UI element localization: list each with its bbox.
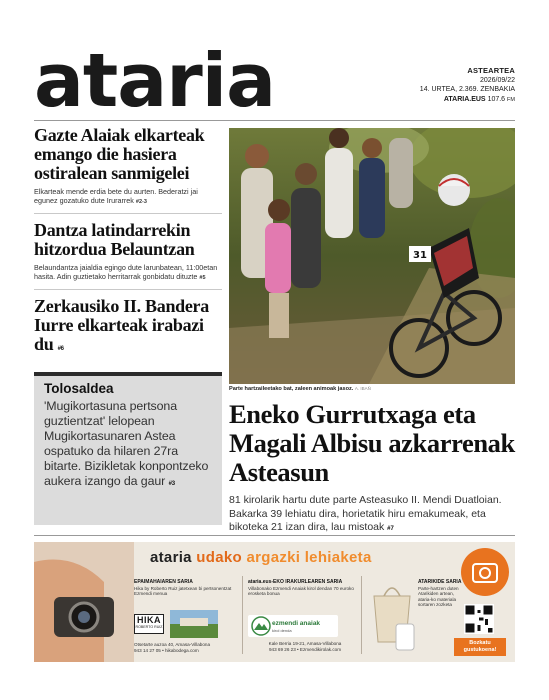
story-zerkausiko[interactable] xyxy=(34,297,222,365)
page-ref: #5 xyxy=(199,275,206,281)
edition-site[interactable]: ATARIA.EUS xyxy=(443,95,486,103)
tolosaldea-box[interactable] xyxy=(34,372,222,525)
top-rule xyxy=(34,120,515,121)
promo-divider xyxy=(242,576,243,654)
photo-credit: A. IBAÑ xyxy=(354,386,371,391)
cyclist-photo xyxy=(229,128,515,384)
merch-bags-image xyxy=(366,576,418,656)
bottom-rule xyxy=(34,535,515,536)
photo-contest-banner[interactable] xyxy=(34,542,515,662)
ezmendi-address: Kale Berria 19-21, Amasa-Villabona 943 69 26 23 • Ezmendikirolak.com xyxy=(268,641,342,652)
hika-address: Otsetarte auzoa 40, Amasa-Villabona 943 14 27 05 • hikabodega.com xyxy=(134,642,211,653)
contest-camera-badge xyxy=(461,548,509,596)
hika-logo: HIKA ROBERTO RUIZ xyxy=(134,614,164,634)
box-top-bar xyxy=(34,372,222,376)
photo-caption: Parte hartzaileetako bat, zaleen animoak jasoz. A. IBAÑ xyxy=(229,386,371,392)
radio-unit: FM xyxy=(507,96,515,103)
box-body: 'Mugikortasuna pertsona guztientzat' lelopean Mugikortasunaren Astea ospatuko da hilaren 27ra bitarte. Bizikletak konpontzeko aukera izango da gaur xyxy=(44,399,209,488)
main-headline[interactable]: Eneko Gurrutxaga eta Magali Albisu azkarrenak Asteasun xyxy=(229,399,515,487)
logo-text: ataria xyxy=(34,50,276,112)
page-ref: #6 xyxy=(57,346,64,352)
promo-divider xyxy=(361,576,362,654)
bib-number: 31 xyxy=(413,250,427,261)
edition-info xyxy=(420,66,515,105)
page-ref: #2-3 xyxy=(135,199,147,205)
edition-day: ASTEARTEA xyxy=(467,66,515,75)
page-ref: #7 xyxy=(387,526,394,532)
vineyard-image xyxy=(170,610,218,638)
vote-badge[interactable]: Bozkatu gustukoena! xyxy=(454,638,506,656)
story-summary: Elkarteak mende erdia bete du aurten. Bederatzi jai egunez gozatuko dute Irurarrek xyxy=(34,187,198,205)
camera-hand-illustration xyxy=(34,542,134,662)
page-ref: #3 xyxy=(168,481,176,487)
masthead-logo[interactable] xyxy=(34,50,284,112)
main-photo[interactable] xyxy=(229,128,515,384)
ataria-logo xyxy=(34,50,284,112)
contest-title: ataria udako argazki lehiaketa xyxy=(150,549,372,566)
camera-icon xyxy=(461,548,509,596)
story-summary: Belaundantza jaialdia egingo dute larunbatean, 11:00etan hasita. Adin guztietako herritarrak gonbidatu dituzte xyxy=(34,263,218,281)
story-headline[interactable]: Gazte Alaiak elkarteak emango die hasiera ostiralean sanmigelei xyxy=(34,125,205,183)
ezmendi-mountain-icon xyxy=(251,616,271,636)
edition-issue: 14. URTEA, 2.369. ZENBAKIA xyxy=(419,86,515,93)
prize-reader: ataria.eus-EKO IRAKURLEAREN SARIA Villabonako Ezmendi Anaiak kirol dendan 70 euroko erosketa bonua xyxy=(248,579,354,597)
story-headline[interactable]: Zerkausiko II. Bandera Iurre elkarteak irabazi du xyxy=(34,296,209,354)
radio-frequency: 107.6 xyxy=(487,95,506,103)
qr-code-icon[interactable] xyxy=(464,604,494,634)
prize-member: ATARIKIDE SARIA Parte-hartzen duten Atarikiden artean, ataria-ko materiala sortaren zozketa xyxy=(418,579,462,608)
story-dantza-latindar[interactable] xyxy=(34,221,222,290)
edition-date: 2026/09/22 xyxy=(479,76,515,84)
prize-jury: EPAIMAHAIAREN SARIA Hika by Roberto Ruiz jatetxean bi pertsonentzat Ezmendi menua xyxy=(134,579,232,597)
main-dek: 81 kirolarik hartu dute parte Asteasuko II. Mendi Duatloian. Bakarka 39 lehiatu dira, horietatik hiru emakumeak, eta bikoteka 21 izan dira, lau mistoak #7 xyxy=(229,494,502,533)
ezmendi-logo: ezmendi anaiak kirol denda xyxy=(248,615,338,637)
left-column xyxy=(34,126,222,372)
story-headline[interactable]: Dantza latindarrekin hitzordua Belauntzan xyxy=(34,220,195,259)
box-title: Tolosaldea xyxy=(44,381,114,396)
story-gazte-alaiak[interactable] xyxy=(34,126,222,214)
